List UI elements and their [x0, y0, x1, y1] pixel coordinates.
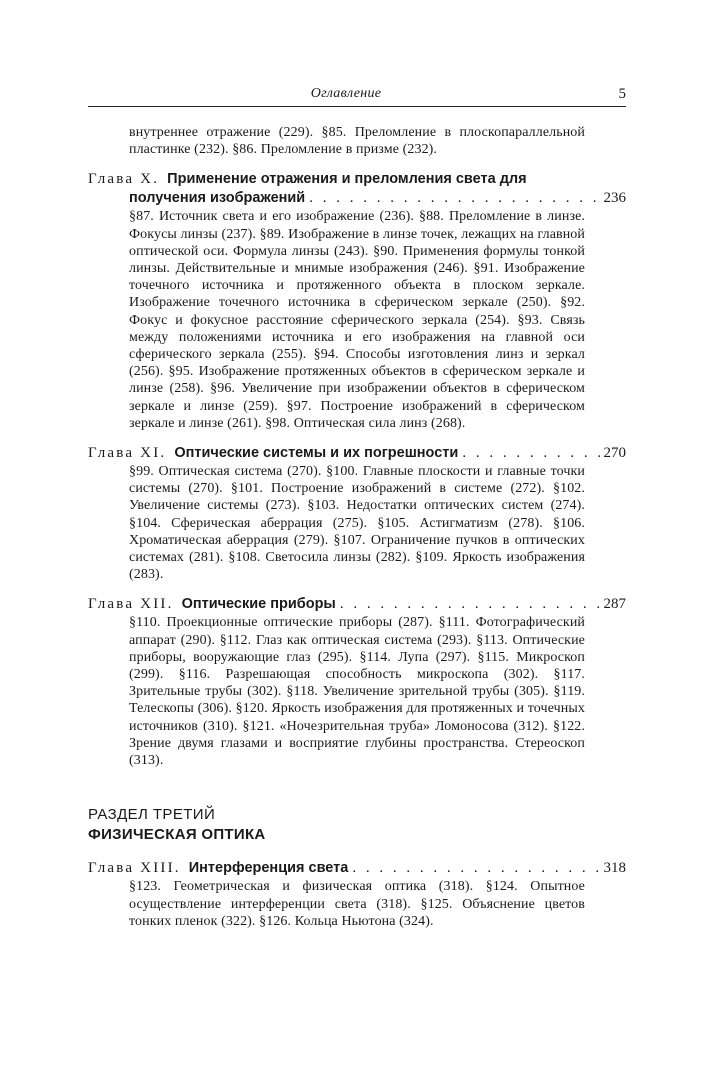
chapter-sections: §87. Источник света и его изображение (236). §88. Преломление в линзе. Фокусы линзы (237). §89. Изображение в линзе точек, лежащих на главной оптической оси. Формула линзы (243). §90. Применения формулы тонкой линзы. Действительные и мнимые изображения (246). §91. Изображение точечного источника и протяженного объекта в плоском зеркале. Изображение точечного источника в сферическом зеркале (250). §92. Фокус и фокусное расстояние сферического зеркала (254). §93. Связь между положениями источника и его изображения на главной оси сферического зеркала (255). §94. Способы изготовления линз и зеркал (256). §95. Изображение протяженных объектов в сферическом зеркале и линзе (258). §96. Увеличение при изображении объектов в сферическом зеркале и линзе (259). §97. Построение изображений в сферическом зеркале и линзе (261). §98. Оптическая сила линз (268). [129, 209, 585, 431]
chapter-page: 287 [603, 596, 626, 613]
running-title: Оглавление [310, 86, 382, 101]
chapter-label: Глава X. [88, 171, 160, 188]
chapter-title-continued: получения изображений [129, 190, 306, 207]
dot-leader [352, 859, 599, 878]
chapter-sections: §99. Оптическая система (270). §100. Главные плоскости и главные точки системы (270). §101. Построение изображений в системе (272). §102. Увеличение системы (273). §103. Недостатки оптических систем (274). §104. Сферическая аберрация (275). §105. Астигматизм (278). §106. Хроматическая аберрация (279). §107. Ограничение пучков в оптических системах (281). §108. Светосила линзы (282). §109. Яркость изображения (283). [129, 464, 585, 583]
chapter-label: Глава XI. [88, 445, 167, 462]
chapter-label: Глава XIII. [88, 860, 181, 877]
running-header [88, 86, 626, 107]
chapter-page: 236 [603, 190, 626, 207]
toc-chapter-11 [88, 444, 626, 583]
page-number: 5 [618, 86, 626, 102]
chapter-sections: §110. Проекционные оптические приборы (287). §111. Фотографический аппарат (290). §112. Глаз как оптическая система (293). §113. Оптические приборы, вооружающие глаз (295). §114. Лупа (297). §115. Микроскоп (299). §116. Разрешающая способность микроскопа (302). §117. Зрительные трубы (302). §118. Увеличение зрительной трубы (305). §119. Телескопы (306). §120. Яркость изображения для протяженных и точечных источников (310). §121. «Ночезрительная труба» Ломоносова (312). §122. Зрение двумя глазами и восприятие глубины пространства. Стереоскоп (313). [129, 615, 585, 769]
dot-leader [462, 444, 599, 463]
toc-chapter-12 [88, 595, 626, 769]
toc-chapter-13 [88, 859, 626, 930]
chapter-page: 270 [603, 445, 626, 462]
chapter-title: Оптические приборы [181, 596, 336, 613]
continued-entries: внутреннее отражение (229). §85. Преломление в плоскопараллельной пластинке (232). §86. Преломление в призме (232). [129, 125, 585, 158]
chapter-label: Глава XII. [88, 596, 174, 613]
section-title: ФИЗИЧЕСКАЯ ОПТИКА [88, 826, 266, 844]
toc-chapter-10 [88, 170, 626, 432]
toc-page [88, 124, 626, 930]
chapter-title: Оптические системы и их погрешности [174, 445, 459, 462]
chapter-title: Применение отражения и преломления света для [167, 171, 527, 188]
dot-leader [340, 595, 600, 614]
section-label: РАЗДЕЛ ТРЕТИЙ [88, 806, 216, 824]
chapter-title: Интерференция света [188, 860, 349, 877]
chapter-sections: §123. Геометрическая и физическая оптика (318). §124. Опытное осуществление интерференции света (318). §125. Объяснение цветов тонких пленок (322). §126. Кольца Ньютона (324). [129, 879, 585, 929]
chapter-page: 318 [603, 860, 626, 877]
dot-leader [309, 189, 599, 208]
